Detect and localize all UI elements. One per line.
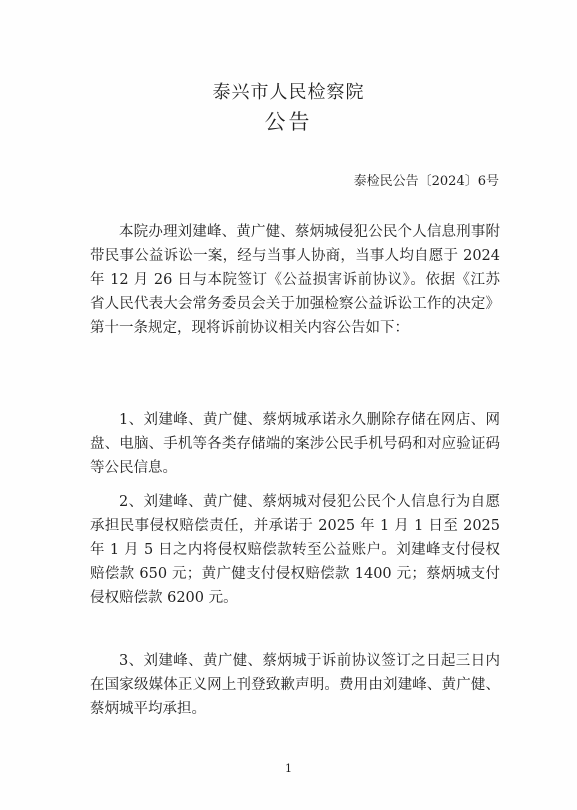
page-number: 1 [285,762,292,775]
intro-paragraph: 本院办理刘建峰、黄广健、蔡炳城侵犯公民个人信息刑事附带民事公益诉讼一案，经与当事人协商，当事人均自愿于 2024 年 12 月 26 日与本院签订《公益损害诉前协议》。依据《江苏省人民代表大会常务委员会关于加强检察公益诉讼工作的决定》第十一条规定，现将诉前协议相关内容公告如下： [90,224,500,336]
item-2-paragraph: 2、刘建峰、黄广健、蔡炳城对侵犯公民个人信息行为自愿承担民事侵权赔偿责任，并承诺于 2025 年 1 月 1 日至 2025 年 1 月 5 日之内将侵权赔偿款转至公益账户。刘建峰支付侵权赔偿款 650 元；黄广健支付侵权赔偿款 1400 元；蔡炳城支付侵权赔偿款 6200 元。 [90,494,500,606]
document-number: 泰检民公告〔2024〕6号 [353,174,499,189]
item-3-paragraph: 3、刘建峰、黄广健、蔡炳城于诉前协议签订之日起三日内在国家级媒体正义网上刊登致歉声明。费用由刘建峰、黄广健、蔡炳城平均承担。 [90,653,500,717]
item-1-paragraph: 1、刘建峰、黄广健、蔡炳城承诺永久删除存储在网店、网盘、电脑、手机等各类存储端的案涉公民手机号码和对应验证码等公民信息。 [90,412,500,476]
page-title: 公告 [264,110,313,134]
organization-name: 泰兴市人民检察院 [212,82,365,103]
